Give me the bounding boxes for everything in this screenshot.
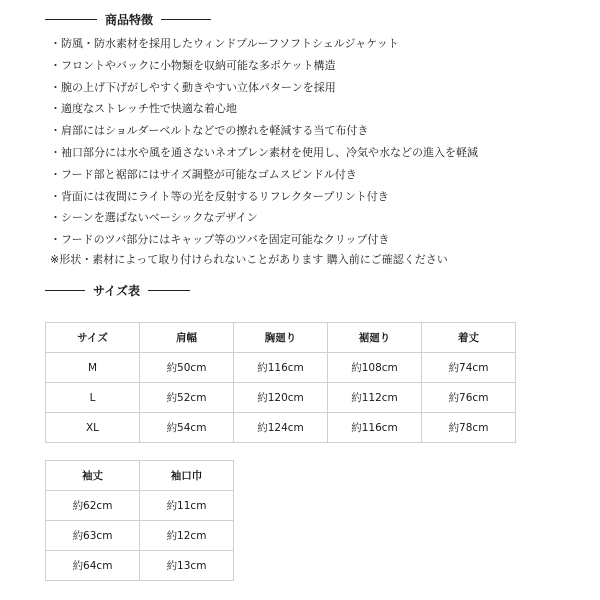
table-header-row — [46, 461, 234, 491]
header-cell: 胸廻り — [234, 323, 328, 353]
table-cell: 約116cm — [328, 413, 422, 443]
header-cell: 袖丈 — [46, 461, 140, 491]
table-row — [46, 551, 234, 581]
feature-item: ・適度なストレッチ性で快適な着心地 — [50, 102, 237, 116]
table-cell: 約50cm — [140, 353, 234, 383]
header-cell: サイズ — [46, 323, 140, 353]
table-cell: 約78cm — [422, 413, 516, 443]
table-cell: 約112cm — [328, 383, 422, 413]
feature-item: ・腕の上げ下げがしやすく動きやすい立体パターンを採用 — [50, 80, 336, 94]
table-cell: L — [46, 383, 140, 413]
table-cell: 約108cm — [328, 353, 422, 383]
table-row — [46, 383, 516, 413]
feature-item: ・シーンを選ばないベーシックなデザイン — [50, 211, 258, 225]
size-section-heading — [45, 282, 190, 299]
features-section-heading — [45, 11, 211, 28]
heading-rule-right — [161, 19, 211, 20]
table-cell: 約63cm — [46, 521, 140, 551]
feature-item: ・防風・防水素材を採用したウィンドプルーフソフトシェルジャケット — [50, 37, 399, 50]
table-cell: 約116cm — [234, 353, 328, 383]
header-cell: 着丈 — [422, 323, 516, 353]
feature-item: ・肩部にはショルダーベルトなどでの擦れを軽減する当て布付き — [50, 124, 369, 138]
table-row — [46, 353, 516, 383]
size-table-sleeve — [45, 460, 234, 581]
table-header-row — [46, 323, 516, 353]
features-note: ※形状・素材によって取り付けられないことがあります 購入前にご確認ください — [50, 253, 448, 266]
size-table-main — [45, 322, 516, 443]
table-row — [46, 491, 234, 521]
table-cell: XL — [46, 413, 140, 443]
table-cell: M — [46, 353, 140, 383]
table-row — [46, 521, 234, 551]
table-cell: 約52cm — [140, 383, 234, 413]
table-cell: 約74cm — [422, 353, 516, 383]
table-cell: 約76cm — [422, 383, 516, 413]
table-cell: 約11cm — [140, 491, 234, 521]
table-cell: 約124cm — [234, 413, 328, 443]
feature-item: ・袖口部分には水や風を通さないネオプレン素材を使用し、冷気や水などの進入を軽減 — [50, 145, 478, 159]
heading-rule-left — [45, 290, 85, 291]
features-list — [50, 36, 478, 254]
table-cell: 約54cm — [140, 413, 234, 443]
table-cell: 約120cm — [234, 383, 328, 413]
feature-item: ・背面には夜間にライト等の光を反射するリフレクタープリント付き — [50, 189, 389, 203]
size-title: サイズ表 — [93, 284, 141, 298]
feature-item: ・フロントやバックに小物類を収納可能な多ポケット構造 — [50, 58, 336, 72]
header-cell: 肩幅 — [140, 323, 234, 353]
table-cell: 約64cm — [46, 551, 140, 581]
feature-item: ・フード部と裾部にはサイズ調整が可能なゴムスピンドル付き — [50, 167, 357, 181]
heading-rule-left — [45, 19, 97, 20]
header-cell: 裾廻り — [328, 323, 422, 353]
features-title: 商品特徴 — [105, 13, 154, 27]
table-cell: 約12cm — [140, 521, 234, 551]
feature-item: ・フードのツバ部分にはキャップ等のツバを固定可能なクリップ付き — [50, 233, 390, 247]
header-cell: 袖口巾 — [140, 461, 234, 491]
heading-rule-right — [148, 290, 190, 291]
table-cell: 約62cm — [46, 491, 140, 521]
table-cell: 約13cm — [140, 551, 234, 581]
table-row — [46, 413, 516, 443]
